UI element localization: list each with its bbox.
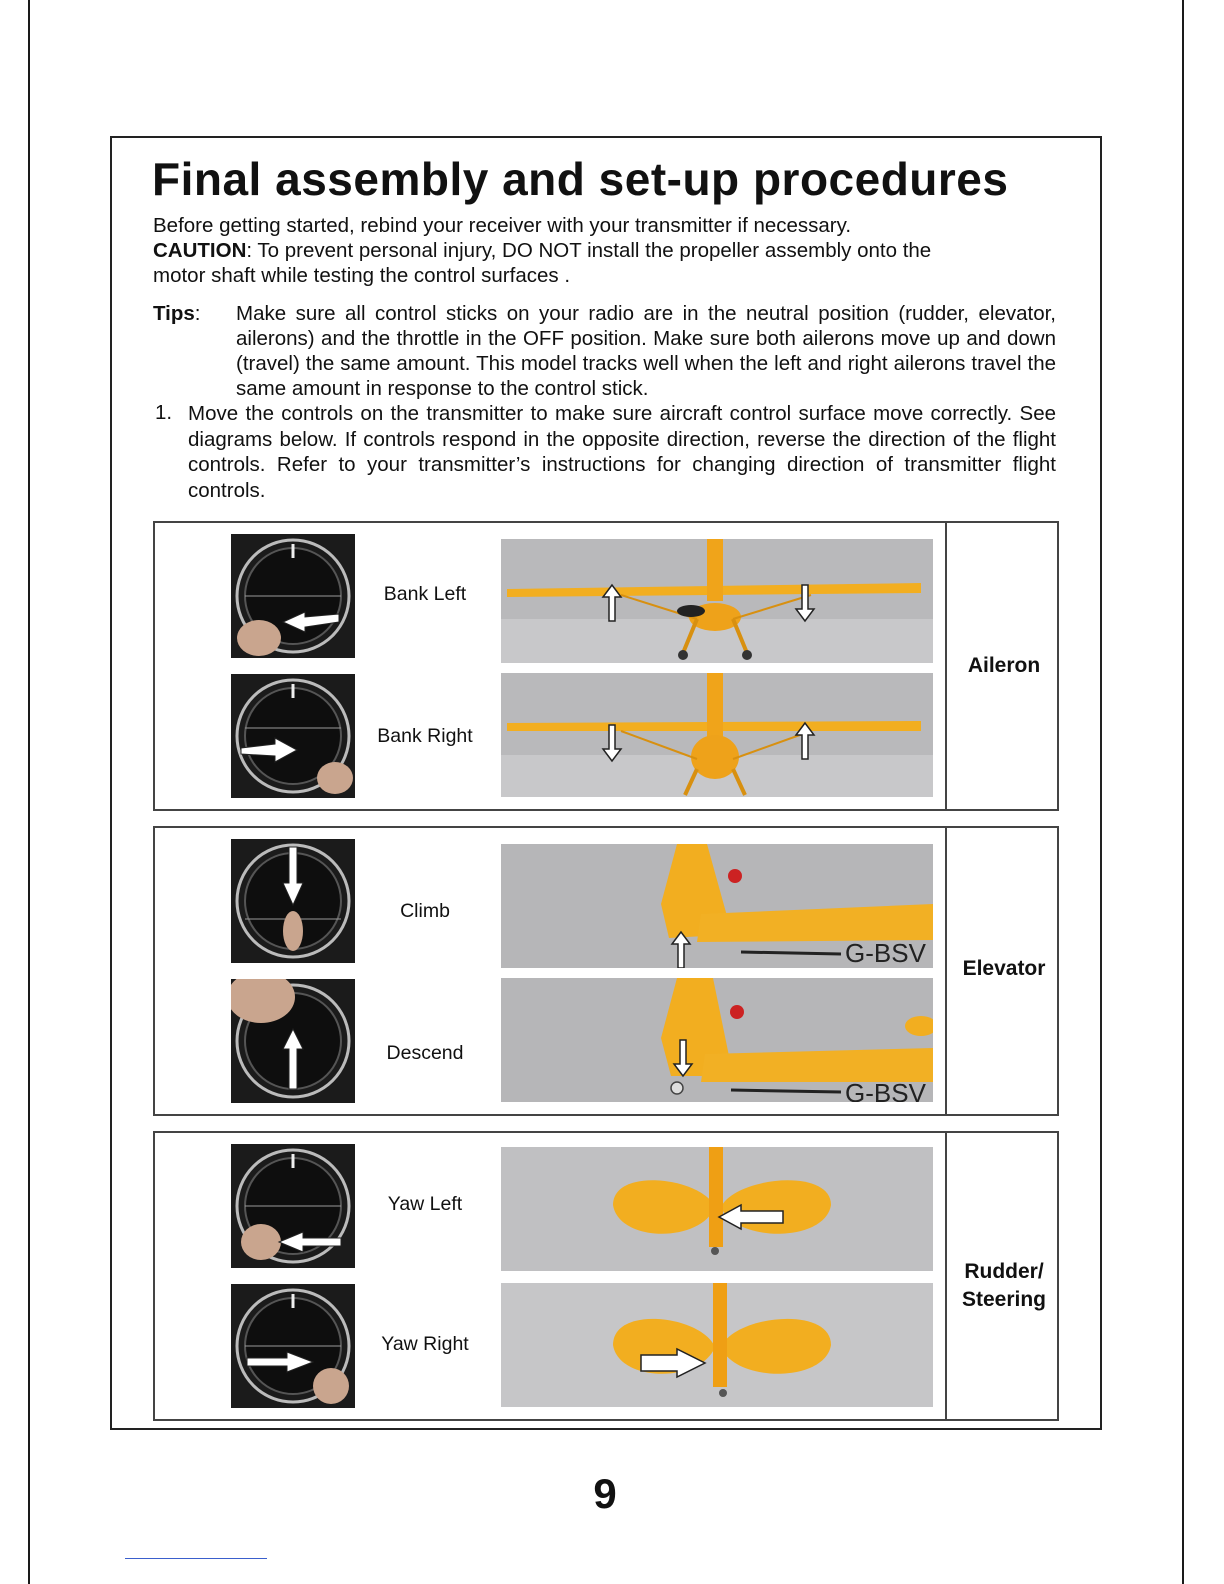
intro-text: Before getting started, rebind your receiver with your transmitter if necessary. (153, 214, 852, 237)
bank-right-row (155, 674, 945, 798)
section-divider (945, 1133, 947, 1419)
elevator-photo-descend (501, 978, 933, 1102)
bank-right-label: Bank Right (377, 725, 473, 747)
yaw-right-row (155, 1284, 945, 1408)
aileron-label: Aileron (967, 654, 1041, 677)
aileron-photo-bank-left (501, 539, 933, 663)
page-border-left (28, 0, 30, 1584)
rudder-label-line-1: Rudder/ (964, 1260, 1044, 1283)
descend-row (155, 979, 945, 1103)
rudder-photo-yaw-right (501, 1283, 933, 1407)
tail-registration-text: G-BSV (845, 1078, 926, 1102)
rudder-section (153, 1131, 1059, 1421)
transmitter-stick-climb (231, 839, 355, 963)
elevator-label: Elevator (962, 957, 1046, 980)
section-divider (945, 523, 947, 809)
step-number: 1. (155, 401, 173, 424)
bank-left-row (155, 534, 945, 658)
elevator-section (153, 826, 1059, 1116)
climb-row (155, 839, 945, 968)
tips-heading: Tips: (153, 302, 201, 325)
caution-line-2: motor shaft while testing the control surfaces . (153, 264, 571, 287)
transmitter-stick-bank-left (231, 534, 355, 658)
page-border-right (1182, 0, 1184, 1584)
aileron-photo-bank-right (501, 673, 933, 797)
tips-text: Make sure all control sticks on your radio are in the neutral position (rudder, elevator, ailerons) and the throttle in the OFF position. Make sure both ailerons move up and down (travel) the same amount. This model tracks well when the left and right ailerons travel the same amount in response to the control stick. (236, 302, 1056, 400)
caution-text: : To prevent personal injury, DO NOT install the propeller assembly onto the (246, 239, 932, 262)
caution-line-1 (153, 238, 931, 263)
elevator-photo-climb (501, 844, 933, 968)
page-number: 9 (593, 1470, 617, 1517)
descend-label: Descend (386, 1042, 464, 1064)
rudder-photo-yaw-left (501, 1147, 933, 1271)
tail-registration-text: G-BSV (845, 938, 926, 968)
yaw-left-row (155, 1144, 945, 1268)
bank-left-label: Bank Left (383, 583, 467, 605)
climb-label: Climb (400, 900, 450, 922)
section-divider (945, 828, 947, 1114)
transmitter-stick-yaw-left (231, 1144, 355, 1268)
yaw-left-label: Yaw Left (387, 1193, 463, 1215)
yaw-right-label: Yaw Right (381, 1333, 469, 1355)
transmitter-stick-bank-right (231, 674, 355, 798)
page-title: Final assembly and set-up procedures (152, 153, 1009, 205)
rudder-label-line-2: Steering (961, 1288, 1047, 1311)
link-underline (125, 1558, 267, 1559)
transmitter-stick-yaw-right (231, 1284, 355, 1408)
step-text: Move the controls on the transmitter to make sure aircraft control surface move correctly. See diagrams below. If controls respond in the opposite direction, reverse the direction of the flight controls. Refer to your transmitter’s instructions for changing direction of transmitter flight controls. (188, 402, 1056, 502)
aileron-section (153, 521, 1059, 811)
tips-label: Tips (153, 302, 195, 325)
transmitter-stick-descend (231, 979, 355, 1103)
caution-label: CAUTION (153, 239, 247, 262)
